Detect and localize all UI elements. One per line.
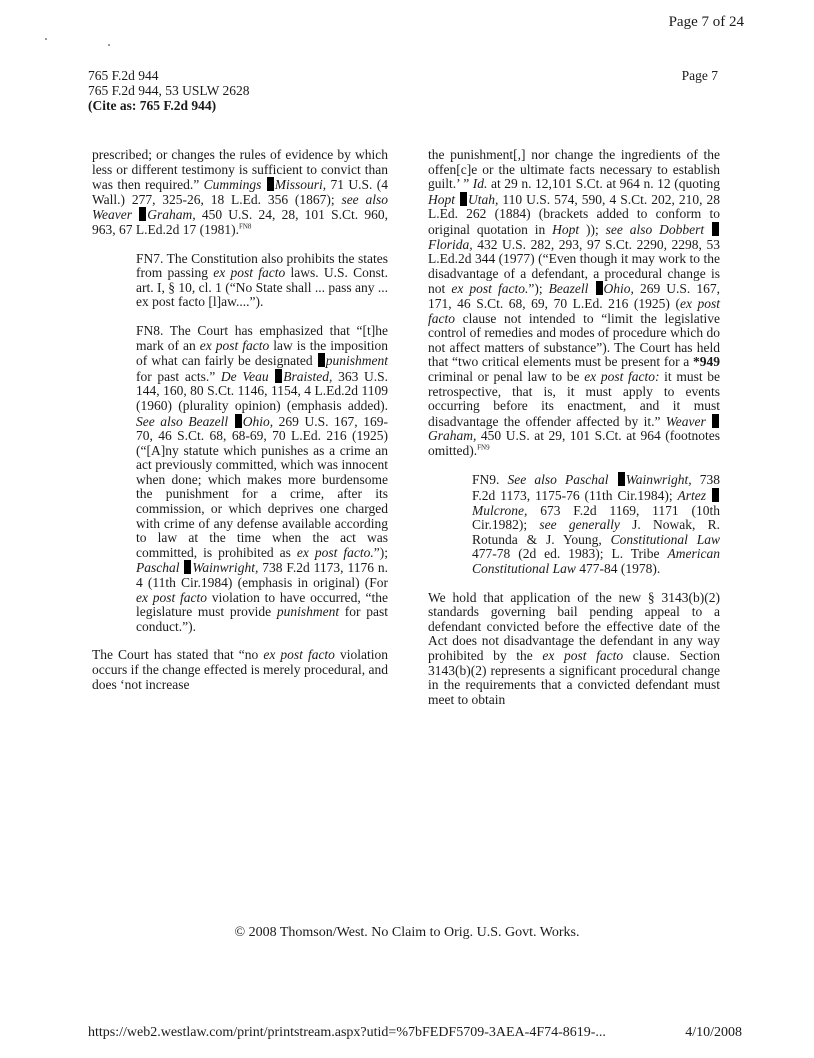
redaction xyxy=(139,207,146,221)
paragraph: The Court has stated that “no ex post facto violation occurs if the change effected is merely procedural, and does ‘not increase xyxy=(92,647,388,692)
redaction xyxy=(267,177,274,191)
print-date: 4/10/2008 xyxy=(685,1025,742,1040)
scan-speck xyxy=(45,38,47,40)
redaction xyxy=(318,353,325,367)
redaction xyxy=(235,414,242,428)
redaction xyxy=(275,369,282,383)
left-column xyxy=(92,148,388,706)
citation-block xyxy=(88,68,250,113)
footnote-9: FN9. See also Paschal Wainwright, 738 F.2d 1173, 1175-76 (11th Cir.1984); Artez Mulcrone, 673 F.2d 1169, 1171 (10th Cir.1982); see generally J. Nowak, R. Rotunda & J. Young, Constitutional Law 477-78 (2d ed. 1983); L. Tribe American Constitutional Law 477-84 (1978). xyxy=(472,472,721,577)
footnote-ref[interactable]: FN8 xyxy=(238,222,252,231)
redaction xyxy=(712,222,719,236)
citation-line: 765 F.2d 944 xyxy=(88,68,159,83)
star-page: *949 xyxy=(693,354,720,370)
redaction xyxy=(596,281,603,295)
print-url[interactable]: https://web2.westlaw.com/print/printstream.aspx?utid=%7bFEDF5709-3AEA-4F74-8619-... xyxy=(88,1025,606,1040)
page-count: Page 7 of 24 xyxy=(668,14,744,30)
redaction xyxy=(618,472,625,486)
footnote-ref[interactable]: FN9 xyxy=(477,443,490,452)
copyright-notice: © 2008 Thomson/West. No Claim to Orig. U.S. Govt. Works. xyxy=(234,925,580,940)
cite-as: (Cite as: 765 F.2d 944) xyxy=(88,98,217,113)
scan-speck xyxy=(108,44,110,46)
footnote-8: FN8. The Court has emphasized that “[t]he mark of an ex post facto law is the imposition of what can fairly be designated punishment for past acts.” De Veau Braisted, 363 U.S. 144, 160, 80 S.Ct. 1146, 1154, 4 L.Ed.2d 1109 (1960) (plurality opinion) (emphasis added). See also Beazell Ohio, 269 U.S. 167, 169-70, 46 S.Ct. 68, 68-69, 70 L.Ed. 216 (1925) (“[A]ny statute which punishes as a crime an act previously committed, which was innocent when done; which makes more burdensome the punishment for a crime, after its commission, or which deprives one charged with crime of any defense available according to law at the time when the act was committed, is prohibited as ex post facto.”); Paschal Wainwright, 738 F.2d 1173, 1176 n. 4 (11th Cir.1984) (emphasis in original) (For ex post facto violation to have occurred, “the legislature must provide punishment for past conduct.”). xyxy=(136,322,389,634)
page-label: Page 7 xyxy=(681,68,718,83)
paragraph: We hold that application of the new § 3143(b)(2) standards governing bail pending appeal to a defendant convicted before the effective date of the Act does not disadvantage the defendant in any way prohibited by the ex post facto clause. Section 3143(b)(2) represents a significant procedural change in the requirements that a convicted defendant must meet to obtain xyxy=(428,589,721,707)
paragraph: the punishment[,] nor change the ingredients of the offen[c]e or the ultimate facts necessary to establish guilt.’ ” Id. at 29 n. 12,101 S.Ct. at 964 n. 12 (quoting Hopt Utah, 110 U.S. 574, 590, 4 S.Ct. 202, 210, 28 L.Ed. 262 (1884) (brackets added to conform to original quotation in Hopt )); see also Dobbert Florida, 432 U.S. 282, 293, 97 S.Ct. 2290, 2298, 53 L.Ed.2d 344 (1977) (“Even though it may work to the disadvantage of a defendant, a procedural change is not ex post facto.”); Beazell Ohio, 269 U.S. 167, 171, 46 S.Ct. 68, 69, 70 L.Ed. 216 (1925) (ex post facto clause not intended to “limit the legislative control of remedies and modes of procedure which do not affect matters of substance”). The Court has held that “two critical elements must be present for a *949 criminal or penal law to be ex post facto: it must be retrospective, that is, it must apply to events occurring before its enactment, and it must disadvantage the offender affected by it.” Weaver Graham, 450 U.S. at 29, 101 S.Ct. at 964 (footnotes omitted).$^{FN9}$ xyxy=(428,147,720,458)
right-column xyxy=(428,148,720,721)
paragraph: prescribed; or changes the rules of evidence by which less or different testimony is sufficient to convict than was then required.” Cummings Missouri, 71 U.S. (4 Wall.) 277, 325-26, 18 L.Ed. 356 (1867); see also Weaver Graham, 450 U.S. 24, 28, 101 S.Ct. 960, 963, 67 L.Ed.2d 17 (1981).$^{FN8}$ xyxy=(92,147,388,237)
redaction xyxy=(184,560,191,574)
redaction xyxy=(712,414,719,428)
footnote-7: FN7. The Constitution also prohibits the states from passing ex post facto laws. U.S. Const. art. I, § 10, cl. 1 (“No State shall ... pass any ... ex post facto [l]aw....”). xyxy=(136,250,388,310)
redaction xyxy=(460,192,467,206)
citation-line: 765 F.2d 944, 53 USLW 2628 xyxy=(88,83,250,98)
redaction xyxy=(712,488,719,502)
